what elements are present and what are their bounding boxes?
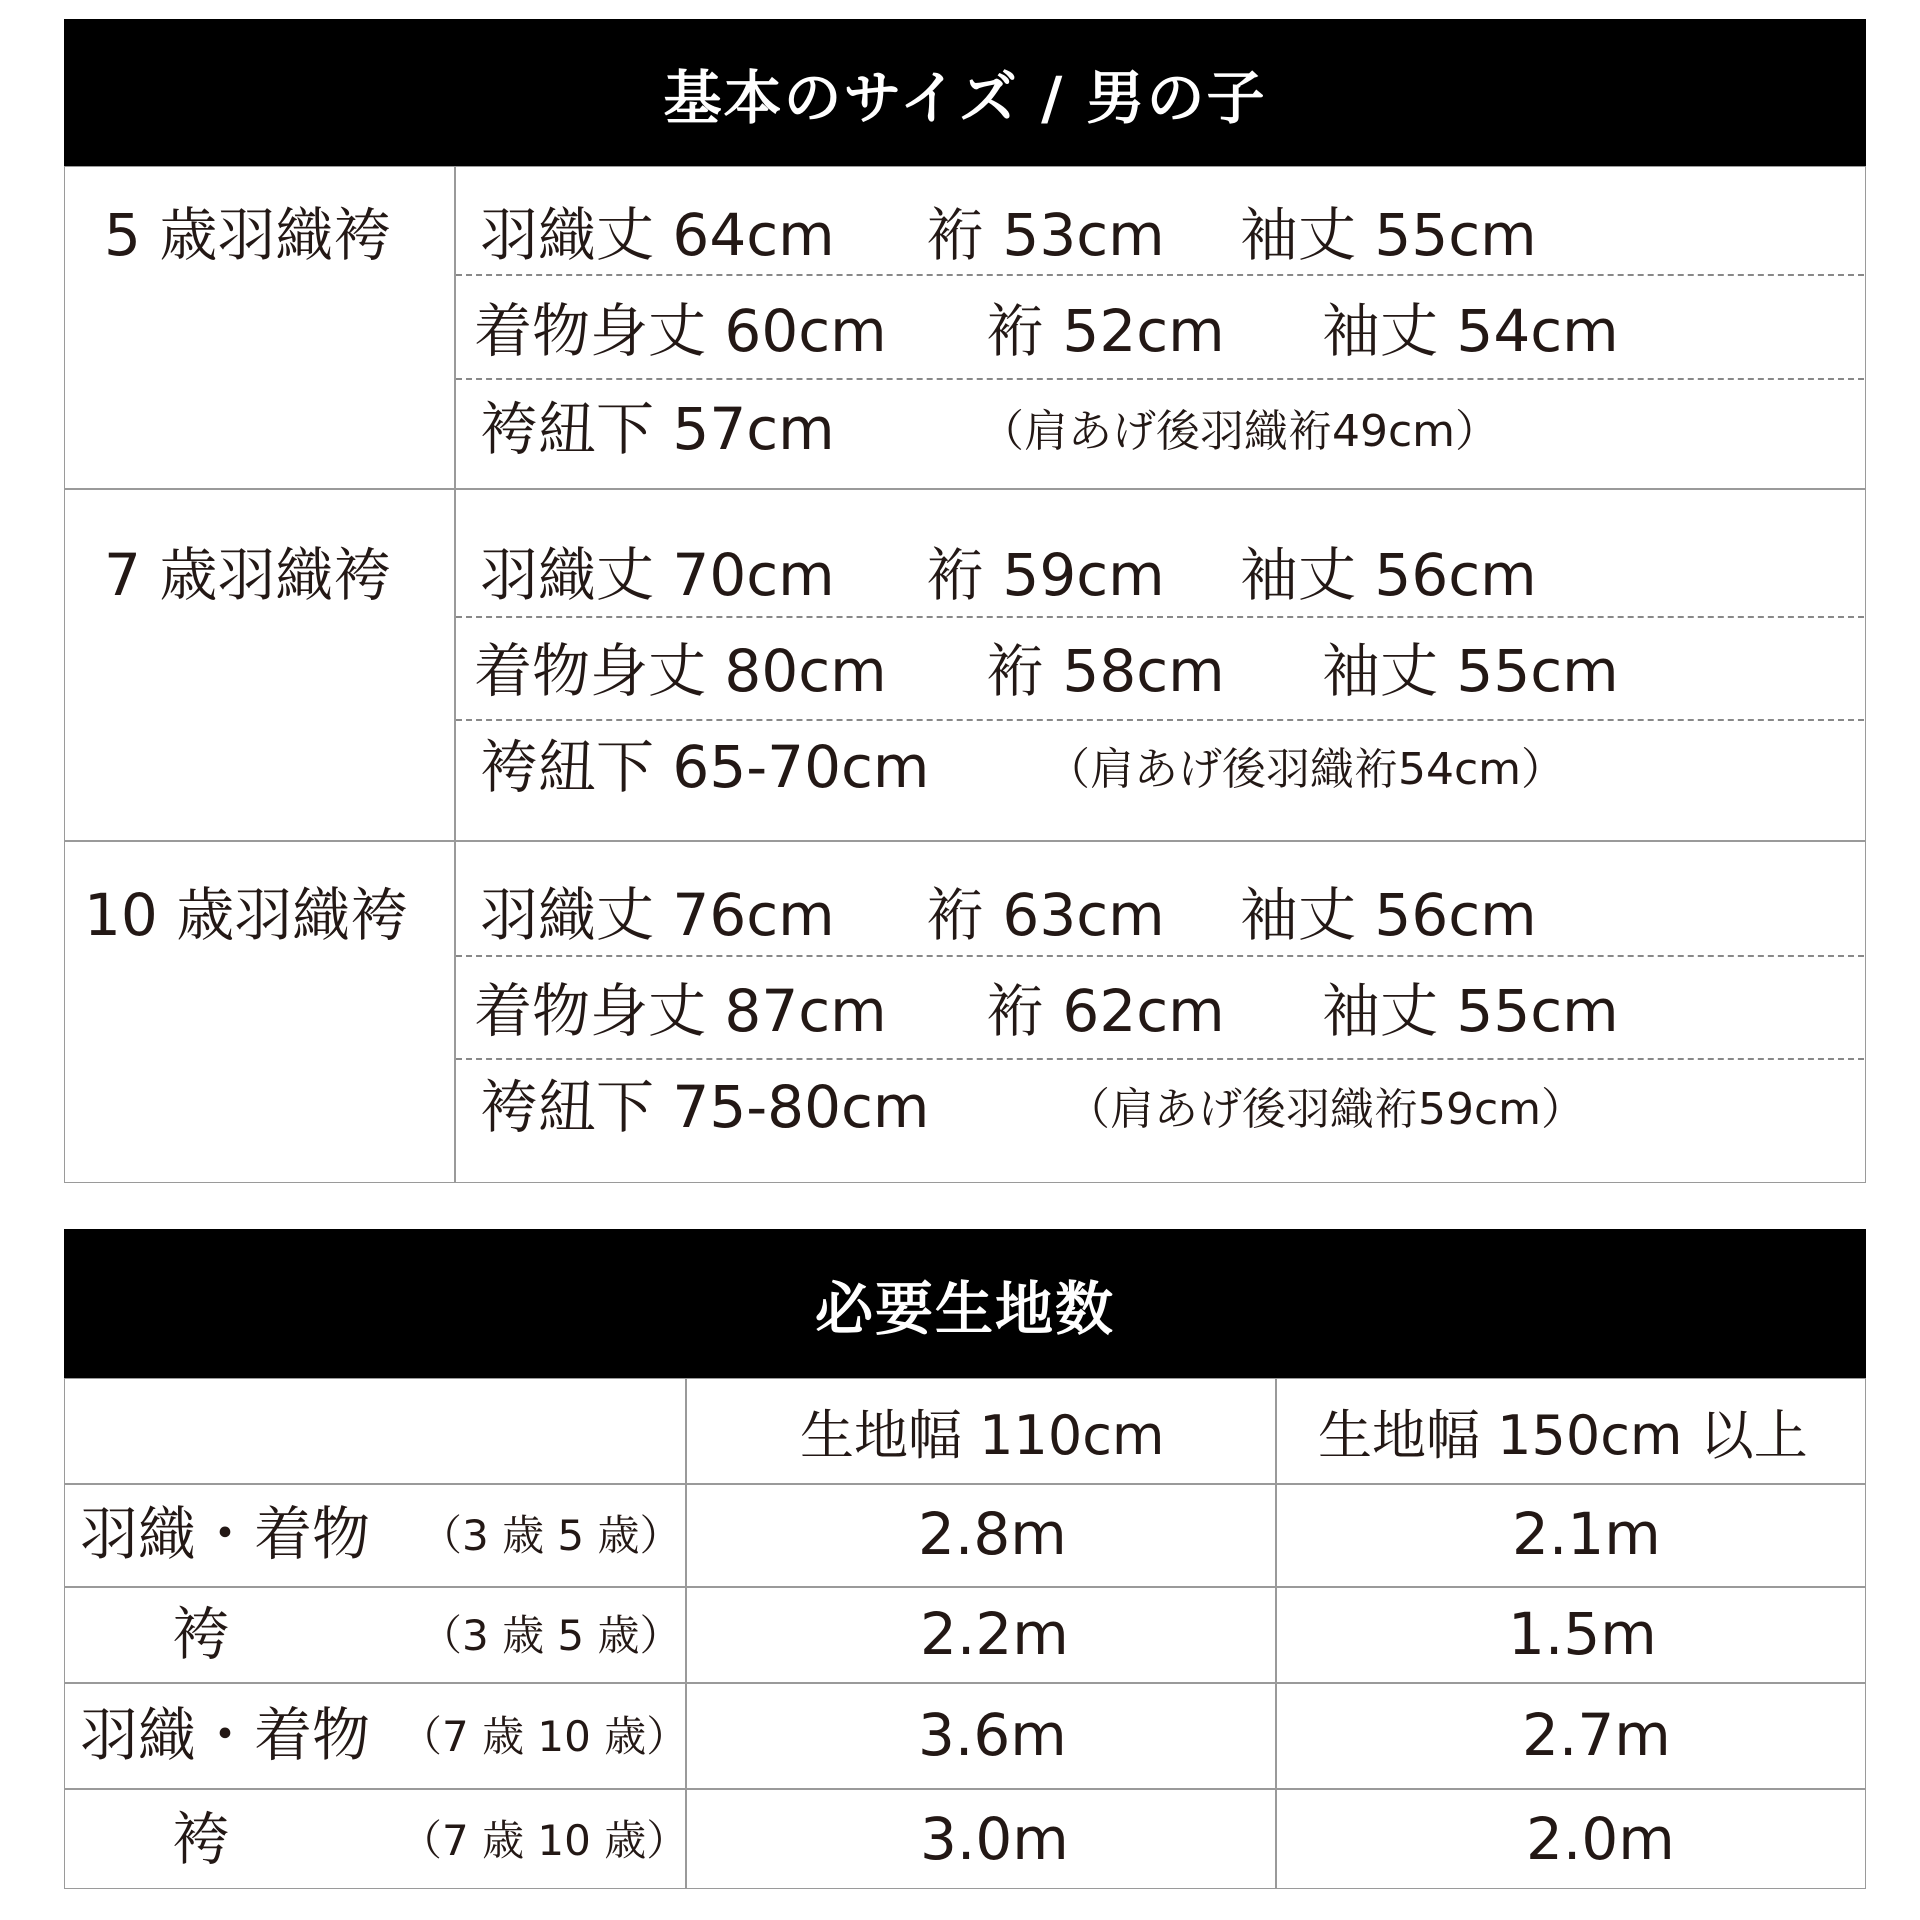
row-divider [64, 1788, 1866, 1790]
hakama-length: 袴紐下 57cm [480, 395, 835, 463]
fabric-150-value: 2.1m [1512, 1500, 1661, 1568]
group-separator [64, 488, 1866, 490]
haori-sleeve: 袖丈 55cm [1240, 201, 1537, 269]
fabric-150-value: 1.5m [1508, 1600, 1657, 1668]
haori-length: 羽織丈 76cm [480, 881, 835, 949]
size-table-divider [454, 166, 456, 1183]
hakama-length: 袴紐下 75-80cm [480, 1073, 930, 1141]
column-header-110: 生地幅 110cm [800, 1404, 1165, 1467]
age-label: 5 歳羽織袴 [104, 201, 392, 269]
kimono-sleeve: 袖丈 54cm [1322, 297, 1619, 365]
kimono-yuki: 裄 58cm [986, 637, 1225, 705]
row-divider [64, 1586, 1866, 1588]
age-label: 7 歳羽織袴 [104, 541, 392, 609]
age-label: 10 歳羽織袴 [84, 881, 409, 949]
kimono-length: 着物身丈 60cm [474, 297, 887, 365]
kimono-yuki: 裄 52cm [986, 297, 1225, 365]
fabric-110-value: 2.2m [920, 1600, 1069, 1668]
kimono-yuki: 裄 62cm [986, 977, 1225, 1045]
age-range: （3 歳 5 歳） [420, 1511, 682, 1560]
haori-yuki: 裄 59cm [926, 541, 1165, 609]
group-separator [64, 840, 1866, 842]
fabric-150-value: 2.7m [1522, 1701, 1671, 1769]
shoulder-note: （肩あげ後羽織裄49cm） [980, 406, 1500, 457]
kimono-sleeve: 袖丈 55cm [1322, 637, 1619, 705]
row-separator [456, 1058, 1864, 1060]
row-separator [456, 719, 1864, 721]
column-divider [1275, 1378, 1277, 1889]
item-label: 羽織・着物 [80, 1500, 371, 1568]
item-label: 羽織・着物 [80, 1701, 371, 1769]
kimono-length: 着物身丈 80cm [474, 637, 887, 705]
hakama-length: 袴紐下 65-70cm [480, 733, 930, 801]
fabric-110-value: 3.6m [918, 1701, 1067, 1769]
haori-length: 羽織丈 64cm [480, 201, 835, 269]
shoulder-note: （肩あげ後羽織裄59cm） [1066, 1084, 1586, 1135]
row-separator [456, 274, 1864, 276]
item-label: 袴 [172, 1600, 231, 1668]
age-range: （7 歳 10 歳） [400, 1816, 689, 1865]
fabric-110-value: 3.0m [920, 1805, 1069, 1873]
haori-yuki: 裄 63cm [926, 881, 1165, 949]
row-separator [456, 955, 1864, 957]
row-divider [64, 1682, 1866, 1684]
haori-sleeve: 袖丈 56cm [1240, 541, 1537, 609]
column-divider [685, 1378, 687, 1889]
size-table-title: 基本のサイズ / 男の子 [64, 19, 1866, 167]
fabric-150-value: 2.0m [1526, 1805, 1675, 1873]
kimono-length: 着物身丈 87cm [474, 977, 887, 1045]
row-separator [456, 378, 1864, 380]
kimono-sleeve: 袖丈 55cm [1322, 977, 1619, 1045]
item-label: 袴 [172, 1805, 231, 1873]
age-range: （3 歳 5 歳） [420, 1611, 682, 1660]
fabric-table-title: 必要生地数 [64, 1229, 1866, 1379]
fabric-110-value: 2.8m [918, 1500, 1067, 1568]
shoulder-note: （肩あげ後羽織裄54cm） [1046, 744, 1566, 795]
row-divider [64, 1483, 1866, 1485]
haori-sleeve: 袖丈 56cm [1240, 881, 1537, 949]
haori-yuki: 裄 53cm [926, 201, 1165, 269]
row-separator [456, 616, 1864, 618]
column-header-150: 生地幅 150cm 以上 [1318, 1404, 1808, 1467]
age-range: （7 歳 10 歳） [400, 1712, 689, 1761]
haori-length: 羽織丈 70cm [480, 541, 835, 609]
